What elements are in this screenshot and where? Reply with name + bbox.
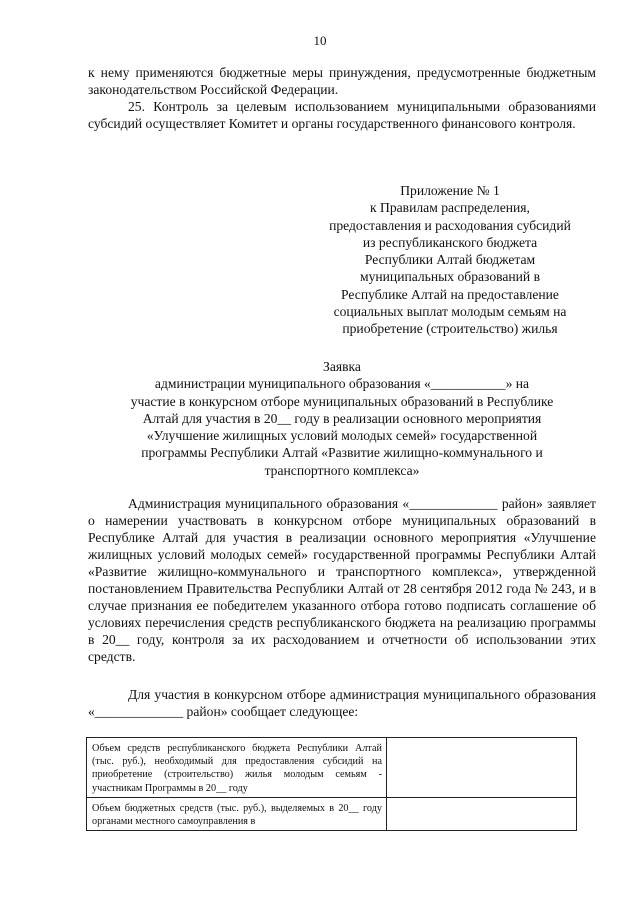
appendix-line: социальных выплат молодым семьям на xyxy=(333,304,567,320)
table-row xyxy=(87,797,577,830)
table-cell-label: Объем бюджетных средств (тыс. руб.), выделяемых в 20__ году органами местного самоуправления в xyxy=(87,797,387,830)
appendix-line: предоставления и расходования субсидий xyxy=(329,217,571,233)
table-cell-value[interactable] xyxy=(387,797,577,830)
table-cell-value[interactable] xyxy=(387,738,577,798)
application-line: Алтай для участия в 20__ году в реализации основного мероприятия xyxy=(142,410,542,426)
page-number: 10 xyxy=(313,33,327,48)
table-cell-label: Объем средств республиканского бюджета Республики Алтай (тыс. руб.), необходимый для предоставления субсидий на приобретение (строительство) жилья молодым семьям - участникам Программы в 20__ году xyxy=(87,738,387,798)
application-line: администрации муниципального образования «___________» на xyxy=(154,376,530,392)
application-title-block xyxy=(88,358,596,479)
appendix-header xyxy=(300,182,600,338)
intro-paragraph-1: к нему применяются бюджетные меры принуждения, предусмотренные бюджетным законодательством Российской Федерации. xyxy=(88,65,596,97)
application-title: Заявка xyxy=(323,359,361,374)
appendix-line: приобретение (строительство) жилья xyxy=(342,321,558,337)
appendix-line: к Правилам распределения, xyxy=(370,200,530,216)
intro-paragraph-2: 25. Контроль за целевым использованием муниципальными образованиями субсидий осуществляет Комитет и органы государственного финансового контроля. xyxy=(88,99,596,131)
table-row xyxy=(87,738,577,798)
appendix-line: Приложение № 1 xyxy=(400,183,500,198)
application-line: участие в конкурсном отборе муниципальных образований в Республике xyxy=(130,393,554,409)
application-line: транспортного комплекса» xyxy=(264,462,420,478)
appendix-line: Республике Алтай на предоставление xyxy=(341,286,559,302)
appendix-line: Республики Алтай бюджетам xyxy=(364,252,536,268)
body-paragraph-1: Администрация муниципального образования «_____________ район» заявляет о намерении участвовать в конкурсном отборе муниципальных образований в Республике Алтай для участия в реализации основного мероприятия «Улучшение жилищных условий молодых семей» государственной программы Республики Алтай «Развитие жилищно-коммунального и транспортного комплекса», утвержденной постановлением Правительства Республики Алтай от 28 сентября 2012 года № 243, и в случае признания ее победителем указанного отбора готово подписать соглашение об условиях перечисления средств республиканского бюджета на реализацию программы в 20__ году, контроля за их расходованием и отчетности об использовании этих средств. xyxy=(88,496,596,664)
application-line: программы Республики Алтай «Развитие жилищно-коммунального и xyxy=(141,445,543,461)
appendix-line: муниципальных образований в xyxy=(359,269,541,285)
info-table xyxy=(86,737,577,831)
body-paragraph-2: Для участия в конкурсном отборе администрация муниципального образования «_____________ район» сообщает следующее: xyxy=(88,687,596,719)
application-line: «Улучшение жилищных условий молодых семей» государственной xyxy=(146,428,538,444)
appendix-line: из республиканского бюджета xyxy=(362,234,538,250)
